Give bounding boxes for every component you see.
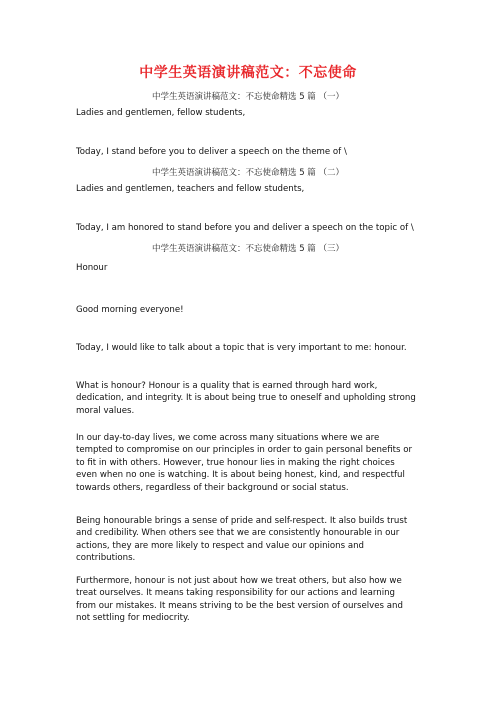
paragraph: Ladies and gentlemen, teachers and fellow students, [76,184,305,194]
paragraph: Good morning everyone! [76,305,184,315]
paragraph: Today, I am honored to stand before you and deliver a speech on the topic of \ [76,223,414,233]
section-heading-1: 中学生英语演讲稿范文：不忘使命精选 5 篇 （一） [151,92,345,102]
document-title: 中学生英语演讲稿范文：不忘使命 [139,65,357,81]
paragraph: What is honour? Honour is a quality that is earned through hard work, dedication, and integrity. It is about being true to oneself and upholding strong moral values. [76,381,416,416]
paragraph: Ladies and gentlemen, fellow students, [76,108,246,118]
paragraph: Being honourable brings a sense of pride and self-respect. It also builds trust and credibility. When others see that we are consistently honourable in our actions, they are more likely to respect and value our opinions and contributions. [76,516,408,564]
section-heading-3: 中学生英语演讲稿范文：不忘使命精选 5 篇 （三） [151,244,345,254]
paragraph: Furthermore, honour is not just about how we treat others, but also how we treat ourselves. It means taking responsibility for our actions and learning from our mistakes. It means striving to be the best version of ourselves and not settling for mediocrity. [76,576,403,624]
paragraph: Today, I would like to talk about a topic that is very important to me: honour. [76,343,407,353]
paragraph: In our day-to-day lives, we come across many situations where we are tempted to compromise on our principles in order to gain personal benefits or to fit in with others. However, true honour lies in making the right choices even when no one is watching. It is about being honest, kind, and respectful towards others, regardless of their background or social status. [76,433,412,493]
section-heading-2: 中学生英语演讲稿范文：不忘使命精选 5 篇 （二） [151,168,345,178]
paragraph: Honour [76,263,108,273]
paragraph: Today, I stand before you to deliver a speech on the theme of \ [76,147,347,157]
